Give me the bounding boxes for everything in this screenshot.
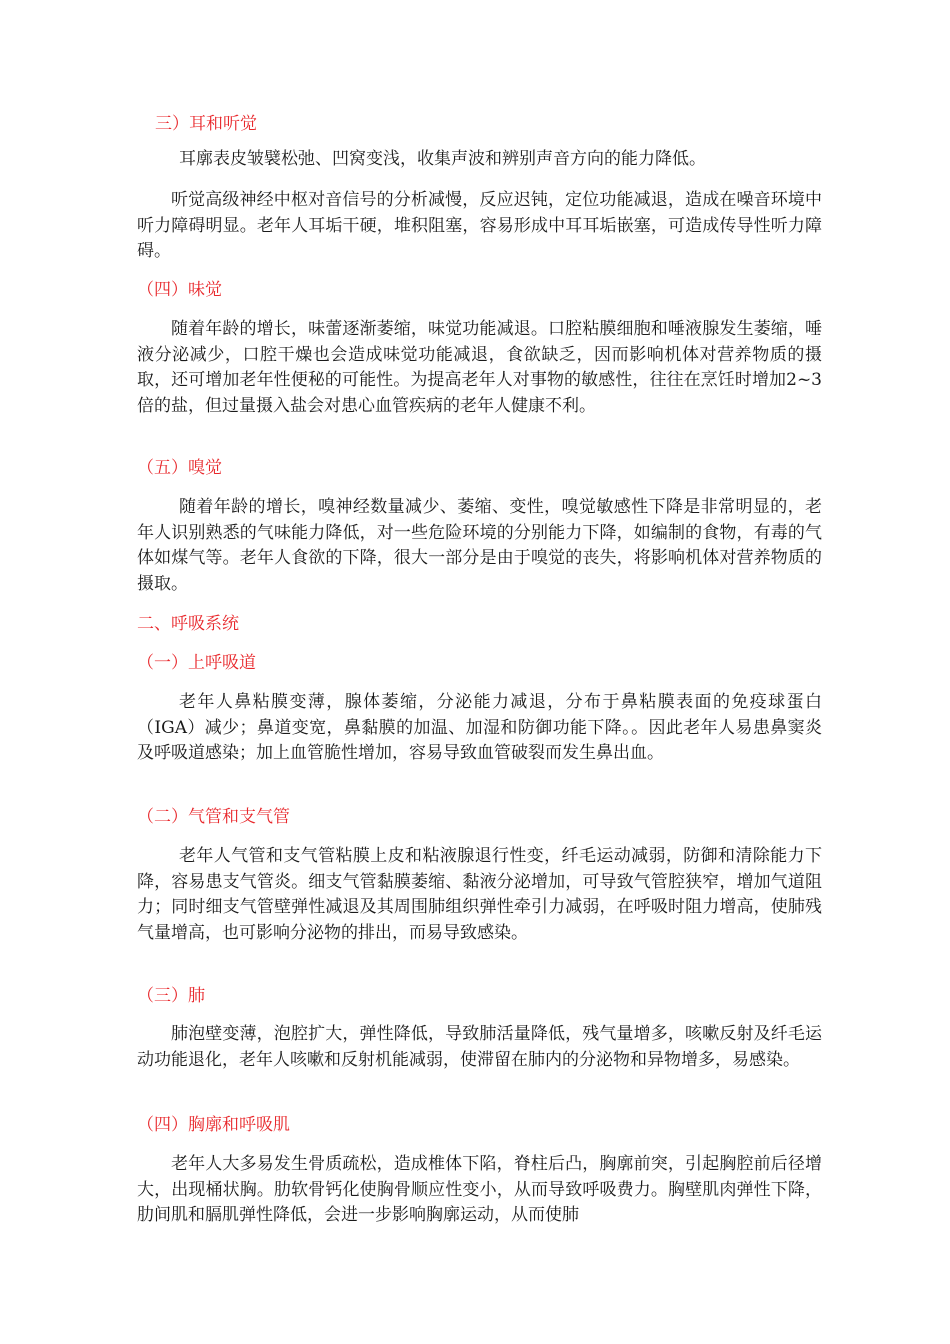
heading-smell: （五）嗅觉 bbox=[137, 458, 222, 478]
paragraph-thorax: 老年人大多易发生骨质疏松，造成椎体下陷，脊柱后凸，胸廓前突，引起胸腔前后径增大，出现桶状胸。肋软骨钙化使胸骨顺应性变小，从而导致呼吸费力。胸壁肌肉弹性下降，肋间肌和膈肌弹性降低，会进一步影响胸廓运动，从而使肺 bbox=[137, 1154, 822, 1225]
paragraph-trachea-bronchi: 老年人气管和支气管粘膜上皮和粘液腺退行性变，纤毛运动减弱，防御和清除能力下降，容易患支气管炎。细支气管黏膜萎缩、黏液分泌增加，可导致气管腔狭窄，增加气道阻力；同时细支气管壁弹性减退及其周围肺组织弹性牵引力减弱，在呼吸时阻力增高，使肺残气量增高，也可影响分泌物的排出，而易导致感染。 bbox=[137, 846, 822, 943]
heading-respiratory-system: 二、呼吸系统 bbox=[137, 614, 239, 634]
paragraph-lung: 肺泡壁变薄，泡腔扩大，弹性降低，导致肺活量降低，残气量增多，咳嗽反射及纤毛运动功能退化，老年人咳嗽和反射机能减弱，使滞留在肺内的分泌物和异物增多，易感染。 bbox=[137, 1024, 822, 1070]
paragraph-upper-airway: 老年人鼻粘膜变薄，腺体萎缩，分泌能力减退，分布于鼻粘膜表面的免疫球蛋白（IGA）减少；鼻道变宽，鼻黏膜的加温、加湿和防御功能下降。。因此老年人易患鼻窦炎及呼吸道感染；加上血管脆性增加，容易导致血管破裂而发生鼻出血。 bbox=[137, 692, 822, 763]
heading-trachea-bronchi: （二）气管和支气管 bbox=[137, 807, 290, 827]
paragraph-taste: 随着年龄的增长，味蕾逐渐萎缩，味觉功能减退。口腔粘膜细胞和唾液腺发生萎缩，唾液分泌减少，口腔干燥也会造成味觉功能减退，食欲缺乏，因而影响机体对营养物质的摄取，还可增加老年性便秘的可能性。为提高老年人对事物的敏感性，往往在烹饪时增加2~3倍的盐，但过量摄入盐会对患心血管疾病的老年人健康不利。 bbox=[137, 319, 822, 416]
heading-ear-hearing: 三）耳和听觉 bbox=[155, 114, 257, 134]
heading-thorax-respiratory-muscles: （四）胸廓和呼吸肌 bbox=[137, 1115, 290, 1135]
paragraph-smell: 随着年龄的增长，嗅神经数量减少、萎缩、变性，嗅觉敏感性下降是非常明显的，老年人识别熟悉的气味能力降低，对一些危险环境的分别能力下降，如编制的食物，有毒的气体如煤气等。老年人食欲的下降，很大一部分是由于嗅觉的丧失，将影响机体对营养物质的摄取。 bbox=[137, 497, 822, 594]
paragraph-auricle: 耳廓表皮皱襞松弛、凹窝变浅，收集声波和辨别声音方向的能力降低。 bbox=[179, 149, 706, 169]
paragraph-hearing-center: 听觉高级神经中枢对音信号的分析减慢，反应迟钝，定位功能减退，造成在噪音环境中听力障碍明显。老年人耳垢干硬，堆积阻塞，容易形成中耳耳垢嵌塞，可造成传导性听力障碍。 bbox=[137, 190, 822, 261]
heading-upper-airway: （一）上呼吸道 bbox=[137, 653, 256, 673]
heading-taste: （四）味觉 bbox=[137, 280, 222, 300]
heading-lung: （三）肺 bbox=[137, 986, 205, 1006]
